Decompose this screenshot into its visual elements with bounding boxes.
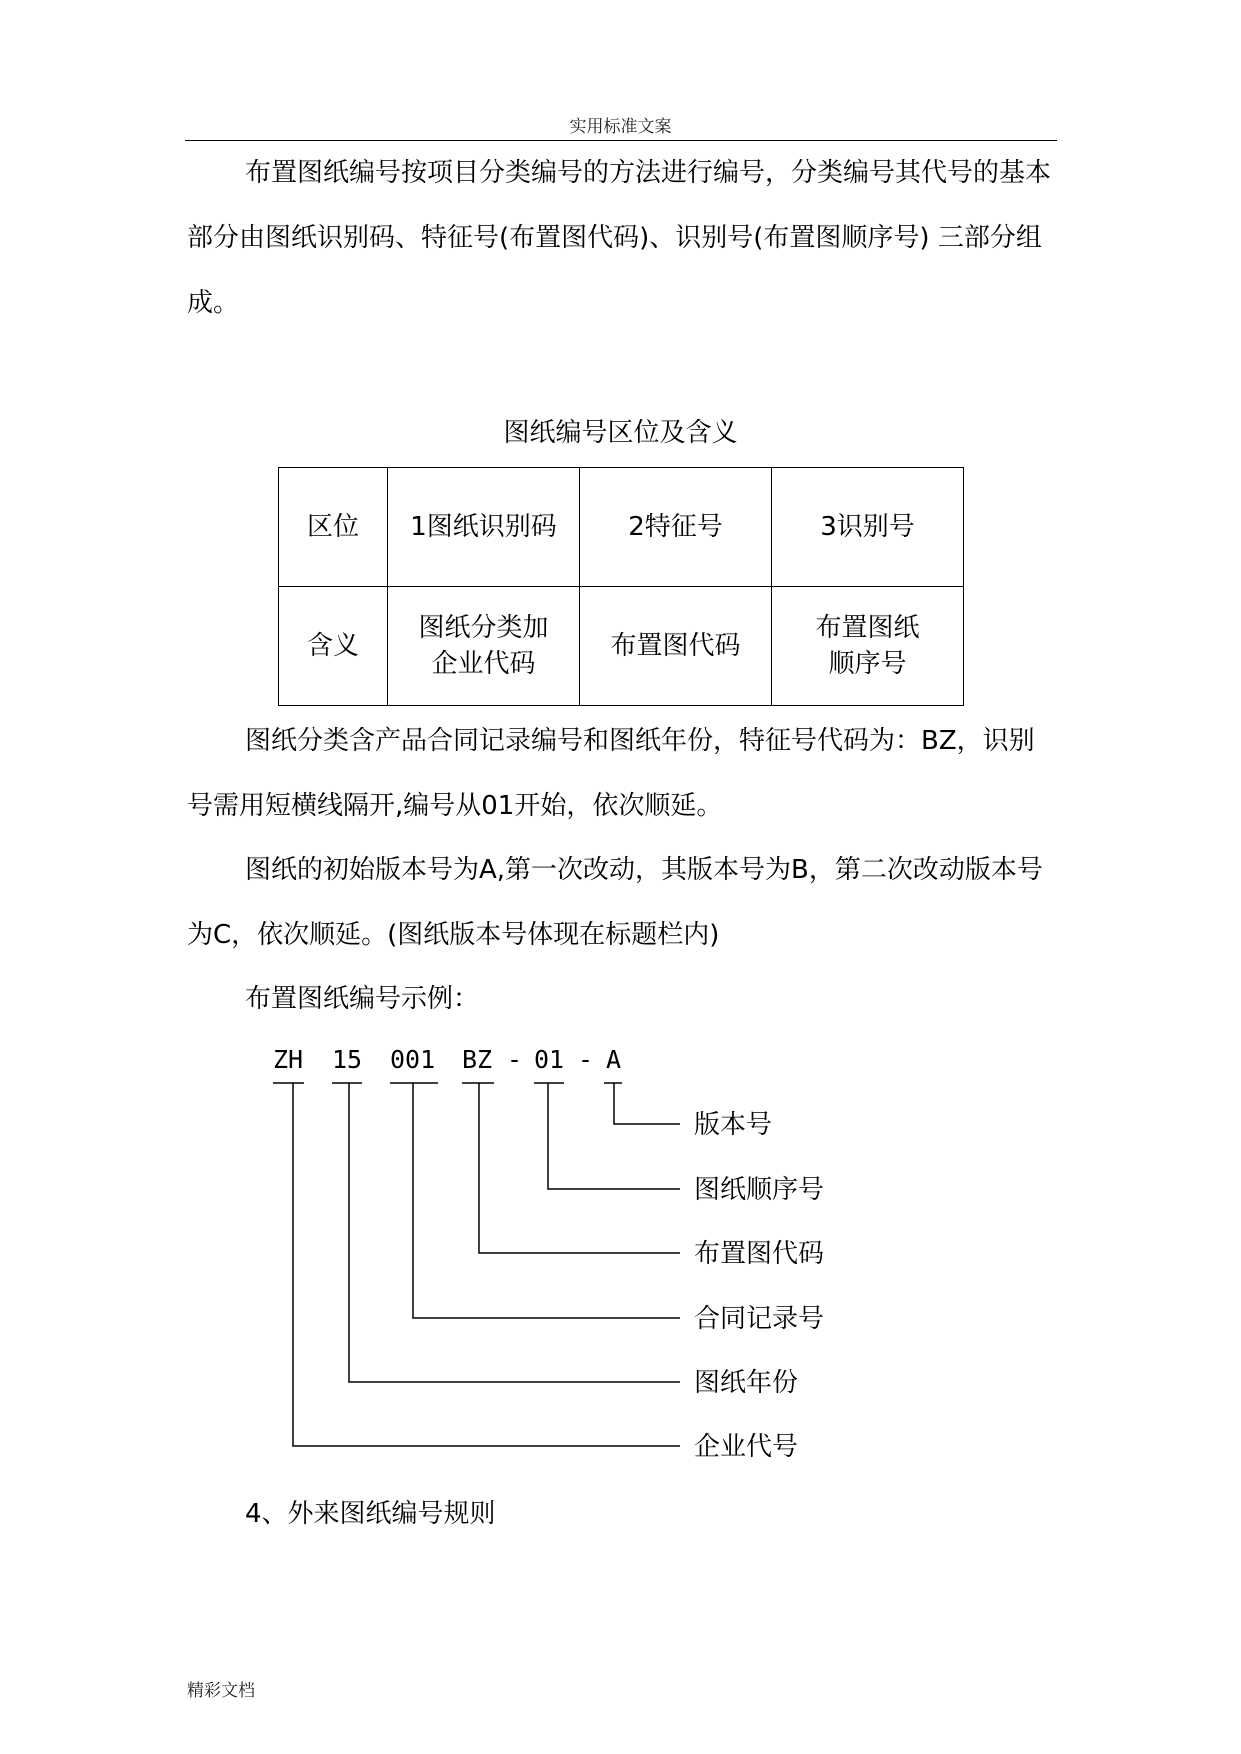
connector-layout-code xyxy=(479,1083,680,1253)
connector-year xyxy=(349,1083,680,1382)
paragraph-1-text: 布置图纸编号按项目分类编号的方法进行编号，分类编号其代号的基本部分由图纸识别码、特征号(布置图代码)、识别号(布置图顺序号) 三部分组成。 xyxy=(187,158,1052,318)
code-labels xyxy=(694,1110,824,1462)
code-segment: 15 xyxy=(332,1045,363,1074)
connector-lines xyxy=(273,1083,680,1446)
table-cell-text: 布置图纸顺序号 xyxy=(815,613,920,679)
connector-version xyxy=(614,1083,680,1124)
paragraph-4-text: 布置图纸编号示例： xyxy=(245,984,480,1014)
label-contract: 合同记录号 xyxy=(694,1304,825,1334)
label-version: 版本号 xyxy=(694,1110,773,1140)
connector-contract xyxy=(413,1083,680,1318)
code-separator: - xyxy=(578,1045,594,1074)
code-segment: A xyxy=(606,1045,622,1074)
code-segments xyxy=(273,1045,621,1074)
table-cell: 1图纸识别码 xyxy=(388,468,580,587)
code-segment: ZH xyxy=(273,1045,304,1074)
paragraph-5-text: 4、外来图纸编号规则 xyxy=(245,1499,496,1529)
code-segment: 01 xyxy=(534,1045,565,1074)
connector-company xyxy=(293,1083,680,1446)
table-cell: 布置图代码 xyxy=(580,587,772,706)
label-company: 企业代号 xyxy=(694,1432,799,1462)
table-cell: 3识别号 xyxy=(772,468,964,587)
page-header-title: 实用标准文案 xyxy=(569,117,672,137)
page-footer: 精彩文档 xyxy=(187,1681,255,1701)
code-segment: BZ xyxy=(462,1045,493,1074)
label-layout-code: 布置图代码 xyxy=(694,1239,825,1269)
table-cell: 含义 xyxy=(279,587,388,706)
table-cell: 2特征号 xyxy=(580,468,772,587)
table-caption: 图纸编号区位及含义 xyxy=(503,418,738,448)
code-segment: 001 xyxy=(390,1045,436,1074)
code-separator: - xyxy=(507,1045,523,1074)
table-cell-text: 图纸分类加企业代码 xyxy=(418,613,549,679)
paragraph-5 xyxy=(187,1482,1057,1547)
table-cell: 区位 xyxy=(279,468,388,587)
label-sequence: 图纸顺序号 xyxy=(694,1175,825,1205)
label-year: 图纸年份 xyxy=(694,1368,799,1398)
paragraph-2-text: 图纸分类含产品合同记录编号和图纸年份，特征号代码为：BZ，识别号需用短横线隔开,编号从01开始，依次顺延。 xyxy=(187,726,1035,821)
paragraph-3-text: 图纸的初始版本号为A,第一次改动，其版本号为B，第二次改动版本号为C，依次顺延。(图纸版本号体现在标题栏内) xyxy=(187,855,1043,950)
